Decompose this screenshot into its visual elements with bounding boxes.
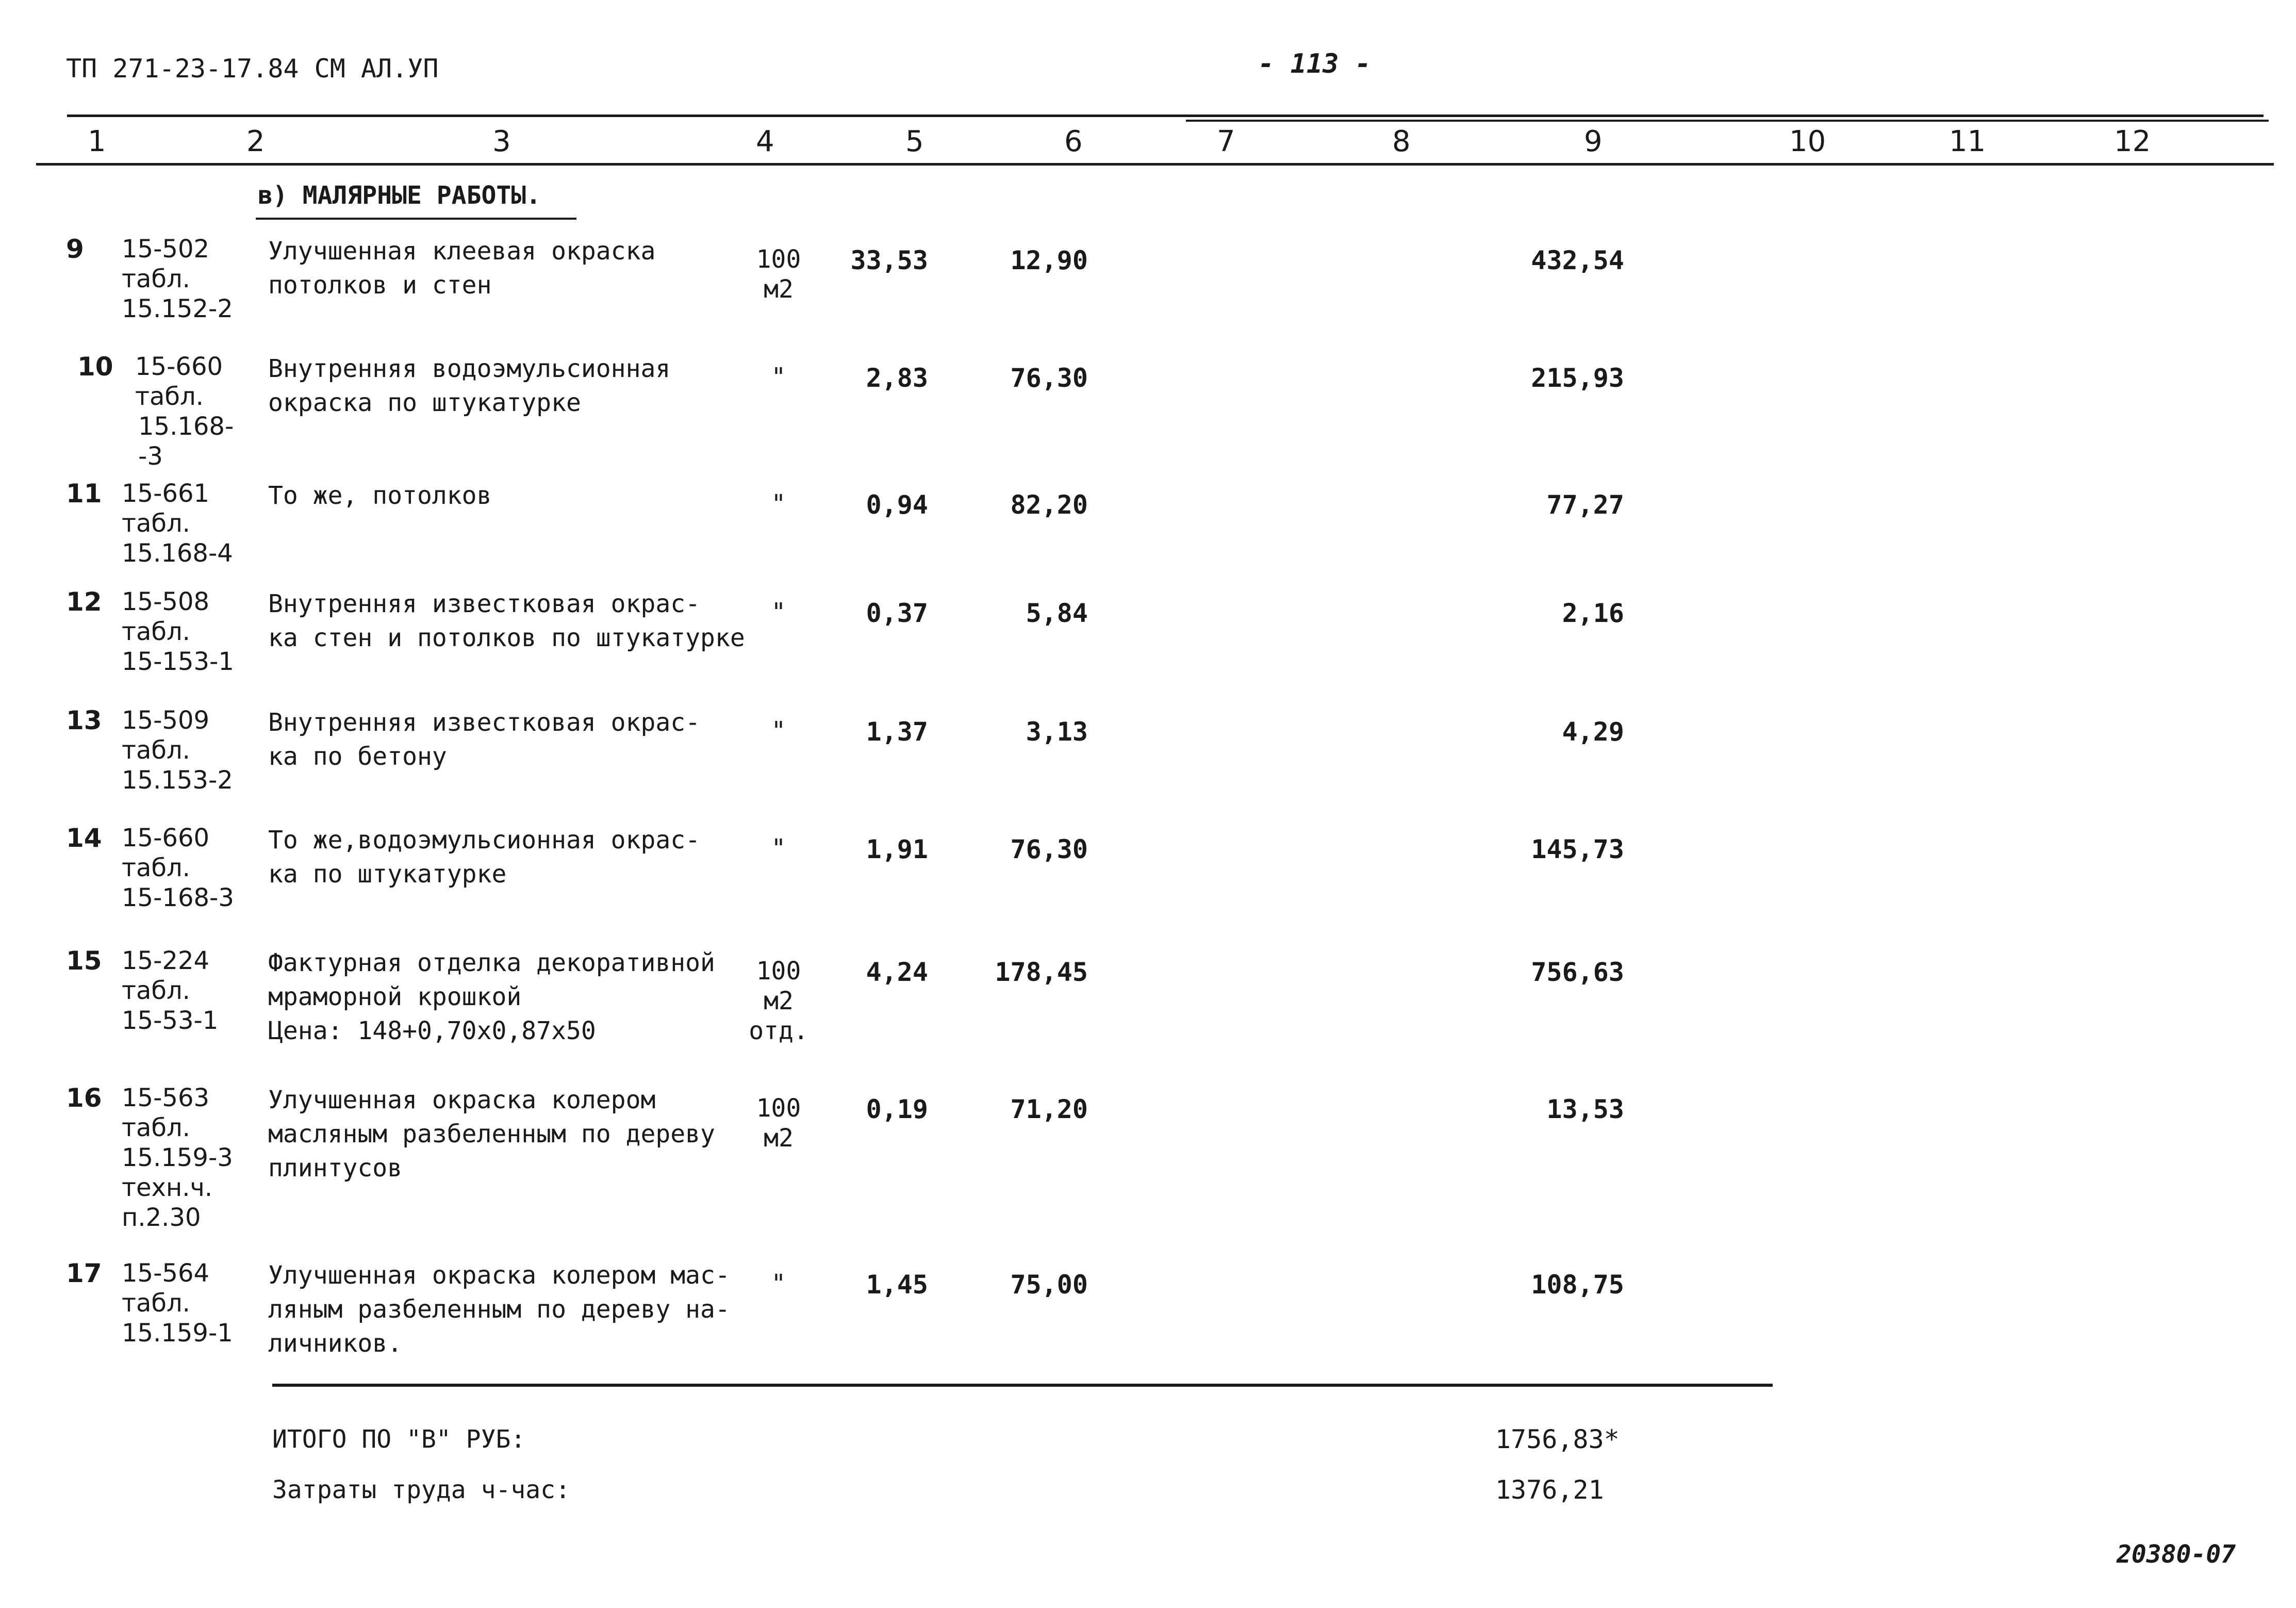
unit-line: " bbox=[771, 489, 786, 518]
work-description-line: ка стен и потолков по штукатурке bbox=[268, 623, 745, 652]
work-description-line: Улучшенная клеевая окраска bbox=[268, 237, 656, 266]
work-description-line: мраморной крошкой bbox=[268, 982, 522, 1011]
rate-code-line: табл. bbox=[122, 976, 190, 1005]
row-number: 11 bbox=[66, 479, 102, 508]
work-description-line: Внутренняя известковая окрас- bbox=[268, 708, 701, 737]
rate-code-line: табл. bbox=[122, 509, 190, 538]
rate-code-line: табл. bbox=[122, 854, 190, 882]
work-description-line: Улучшенная окраска колером bbox=[268, 1086, 656, 1114]
document-code: ТП 271-23-17.84 СМ АЛ.УП bbox=[66, 54, 439, 84]
page-number: - 113 - bbox=[1258, 48, 1372, 79]
column-number: 7 bbox=[1217, 125, 1235, 158]
unit-line: отд. bbox=[749, 1016, 808, 1045]
total-cost: 756,63 bbox=[1531, 957, 1624, 987]
rate-code-line: 15.153-2 bbox=[122, 766, 233, 795]
row-number: 16 bbox=[66, 1083, 102, 1113]
column-number: 8 bbox=[1392, 125, 1411, 158]
column-number: 3 bbox=[492, 125, 511, 158]
unit-line: 100 bbox=[756, 245, 801, 274]
archive-stamp: 20380-07 bbox=[2117, 1540, 2236, 1569]
rate-code-line: табл. bbox=[135, 382, 204, 411]
row-number: 15 bbox=[66, 946, 102, 976]
rate-code-line: 15-508 bbox=[122, 587, 210, 616]
unit-price: 5,84 bbox=[1026, 598, 1088, 628]
work-description-line: Фактурная отделка декоративной bbox=[268, 948, 715, 977]
rate-code-line: 15-563 bbox=[122, 1084, 210, 1112]
rate-code-line: табл. bbox=[122, 1113, 190, 1142]
unit-line: " bbox=[771, 598, 786, 627]
row-number: 13 bbox=[66, 705, 102, 735]
totals-rule bbox=[272, 1384, 1773, 1387]
row-number: 10 bbox=[77, 352, 113, 382]
quantity: 2,83 bbox=[866, 363, 928, 393]
unit-line: " bbox=[771, 834, 786, 863]
rate-code-line: 15-224 bbox=[122, 946, 210, 975]
rate-code-line: 15-502 bbox=[122, 235, 210, 264]
header-top-rule bbox=[67, 114, 2264, 117]
work-description-line: масляным разбеленным по дереву bbox=[268, 1120, 715, 1148]
unit-price: 76,30 bbox=[1010, 834, 1088, 864]
unit-price: 178,45 bbox=[995, 957, 1088, 987]
rate-code-line: 15.168- bbox=[138, 412, 234, 441]
column-number: 2 bbox=[246, 125, 265, 158]
unit-price: 3,13 bbox=[1026, 717, 1088, 747]
labor-label: Затраты труда ч-час: bbox=[272, 1475, 570, 1504]
rate-code-line: табл. bbox=[122, 617, 190, 646]
unit-price: 82,20 bbox=[1010, 490, 1088, 520]
header-top-rule-2 bbox=[1186, 120, 2269, 122]
rate-code-line: табл. bbox=[122, 1289, 190, 1318]
unit-line: 100 bbox=[756, 957, 801, 986]
unit-price: 76,30 bbox=[1010, 363, 1088, 393]
rate-code-line: 15-661 bbox=[122, 479, 210, 508]
header-bottom-rule bbox=[36, 163, 2274, 166]
column-number: 9 bbox=[1584, 125, 1603, 158]
work-description-line: личников. bbox=[268, 1329, 403, 1358]
quantity: 0,19 bbox=[866, 1094, 928, 1124]
work-description-line: То же, потолков bbox=[268, 481, 492, 510]
rate-code-line: 15-153-1 bbox=[122, 647, 234, 676]
rate-code-line: 15-509 bbox=[122, 706, 210, 735]
row-number: 14 bbox=[66, 823, 102, 853]
column-number: 5 bbox=[905, 125, 924, 158]
quantity: 0,37 bbox=[866, 598, 928, 628]
work-description-line: ка по бетону bbox=[268, 742, 447, 771]
rate-code-line: 15.152-2 bbox=[122, 294, 233, 323]
labor-value: 1376,21 bbox=[1495, 1475, 1604, 1505]
rate-code-line: 15-660 bbox=[135, 352, 223, 381]
section-title-underline bbox=[256, 218, 576, 220]
rate-code-line: техн.ч. bbox=[122, 1173, 213, 1202]
unit-line: " bbox=[771, 363, 786, 391]
quantity: 0,94 bbox=[866, 490, 928, 520]
column-number: 1 bbox=[88, 125, 106, 158]
column-number: 4 bbox=[756, 125, 774, 158]
unit-line: " bbox=[771, 1269, 786, 1298]
total-cost: 4,29 bbox=[1562, 717, 1624, 747]
work-description-line: ка по штукатурке bbox=[268, 860, 507, 889]
quantity: 33,53 bbox=[850, 245, 928, 275]
total-sum-label: ИТОГО ПО "В" РУБ: bbox=[272, 1425, 526, 1454]
work-description-line: ляным разбеленным по дереву на- bbox=[268, 1295, 730, 1324]
row-number: 9 bbox=[66, 234, 84, 264]
unit-line: м2 bbox=[764, 275, 794, 304]
rate-code-line: 15.159-3 bbox=[122, 1143, 233, 1172]
total-cost: 2,16 bbox=[1562, 598, 1624, 628]
column-number: 12 bbox=[2114, 125, 2151, 158]
unit-line: м2 bbox=[764, 1124, 794, 1153]
total-cost: 145,73 bbox=[1531, 834, 1624, 864]
quantity: 4,24 bbox=[866, 957, 928, 987]
rate-code-line: табл. bbox=[122, 736, 190, 765]
unit-price: 75,00 bbox=[1010, 1270, 1088, 1300]
work-description-line: потолков и стен bbox=[268, 271, 492, 300]
total-sum-value: 1756,83* bbox=[1495, 1424, 1620, 1454]
unit-line: м2 bbox=[764, 987, 794, 1015]
row-number: 17 bbox=[66, 1258, 102, 1288]
total-cost: 215,93 bbox=[1531, 363, 1624, 393]
column-number: 11 bbox=[1949, 125, 1986, 158]
work-description-line: То же,водоэмульсионная окрас- bbox=[268, 826, 701, 855]
rate-code-line: 15-660 bbox=[122, 824, 210, 852]
unit-line: 100 bbox=[756, 1094, 801, 1123]
total-cost: 432,54 bbox=[1531, 245, 1624, 275]
rate-code-line: 15-53-1 bbox=[122, 1006, 219, 1035]
total-cost: 77,27 bbox=[1546, 490, 1624, 520]
work-description-line: Внутренняя водоэмульсионная bbox=[268, 354, 671, 383]
rate-code-line: табл. bbox=[122, 265, 190, 293]
column-number: 6 bbox=[1064, 125, 1083, 158]
total-cost: 108,75 bbox=[1531, 1270, 1624, 1300]
column-number: 10 bbox=[1789, 125, 1826, 158]
rate-code-line: 15-168-3 bbox=[122, 883, 234, 912]
work-description-line: Улучшенная окраска колером мас- bbox=[268, 1261, 730, 1290]
total-cost: 13,53 bbox=[1546, 1094, 1624, 1124]
work-description-line: Цена: 148+0,70х0,87х50 bbox=[268, 1016, 596, 1045]
row-number: 12 bbox=[66, 587, 102, 617]
rate-code-line: 15-564 bbox=[122, 1259, 210, 1288]
rate-code-line: 15.159-1 bbox=[122, 1319, 233, 1348]
work-description-line: окраска по штукатурке bbox=[268, 388, 581, 417]
work-description-line: Внутренняя известковая окрас- bbox=[268, 589, 701, 618]
unit-price: 71,20 bbox=[1010, 1094, 1088, 1124]
quantity: 1,91 bbox=[866, 834, 928, 864]
section-title: в) МАЛЯРНЫЕ РАБОТЫ. bbox=[258, 181, 541, 210]
rate-code-line: -3 bbox=[138, 442, 163, 471]
work-description-line: плинтусов bbox=[268, 1154, 403, 1183]
quantity: 1,37 bbox=[866, 717, 928, 747]
unit-price: 12,90 bbox=[1010, 245, 1088, 275]
rate-code-line: п.2.30 bbox=[122, 1203, 201, 1232]
rate-code-line: 15.168-4 bbox=[122, 539, 233, 568]
unit-line: " bbox=[771, 716, 786, 745]
quantity: 1,45 bbox=[866, 1270, 928, 1300]
